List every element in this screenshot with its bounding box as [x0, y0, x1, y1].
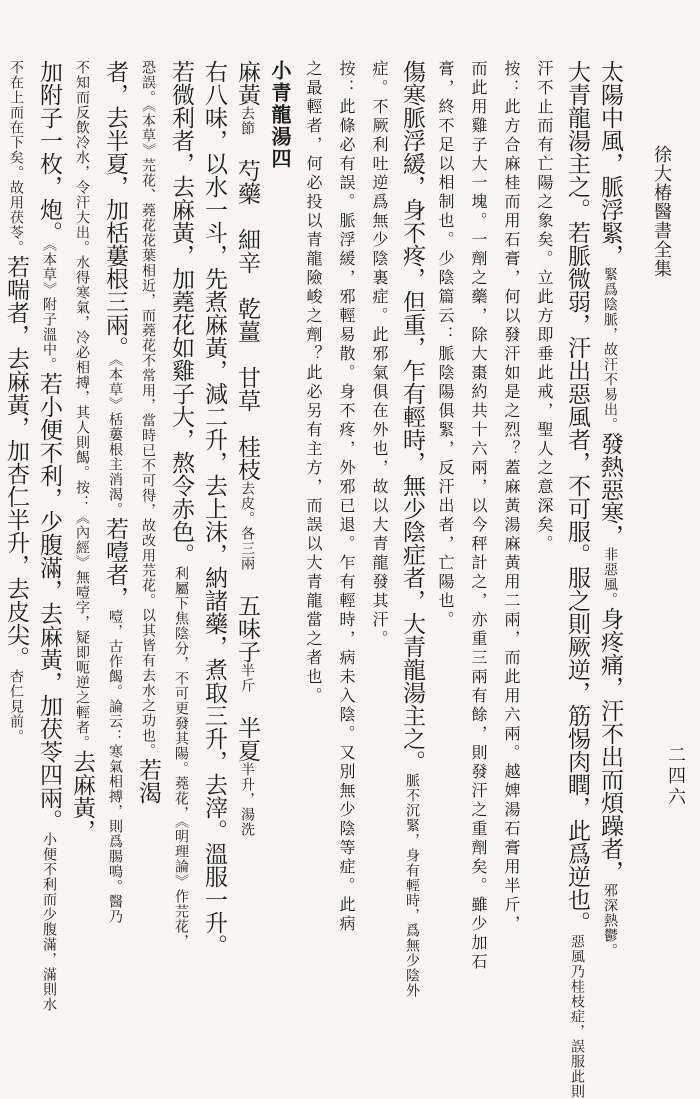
commentary-note: 半斤: [239, 663, 255, 693]
commentary-note: 緊爲陰脈，故汗不易出。: [602, 267, 618, 432]
page-number: 二四六: [665, 745, 686, 808]
commentary-note: 噎，古作餲。論云：寒氣相搏，則爲腸鳴。醫乃: [107, 609, 123, 924]
main-text: 右八味，以水一斗，先煮麻黃，減二升，去上沫，納諸藥，煮取三升，去滓。溫服一升。: [201, 60, 227, 957]
text-column: [35, 60, 63, 1012]
commentary-note: 小便不利而少腹滿，滿則水: [41, 832, 57, 1012]
text-column: [596, 60, 624, 980]
text-column: [68, 60, 96, 980]
commentary-note: 不在上而在下矣。故用茯苓。: [8, 60, 24, 255]
commentary-note: 非惡風。: [602, 547, 618, 607]
text-column: [134, 60, 162, 980]
text-column: [530, 60, 558, 980]
main-text: 發熱惡寒，: [597, 432, 623, 547]
commentary-note: 恐誤。《本草》芫花、蕘花花葉相近，而蕘花不常用，當時已不可得，故改用芫花。以其皆有去水之功也。: [140, 60, 156, 758]
main-text: 太陽中風，脈浮緊，: [597, 60, 623, 267]
main-text: 若渴: [135, 758, 161, 804]
main-text: 若喘者，去麻黃，加杏仁半升，去皮尖。: [3, 255, 29, 669]
commentary-note: 《本草》附子溫中。: [41, 244, 57, 372]
main-text: 身疼痛，汗不出而煩躁者，: [597, 607, 623, 883]
main-text: 者，去半夏，加栝蔞根三兩。: [102, 60, 128, 359]
commentary-note: 而此用雞子大一塊。一劑之藥，除大棗約共十六兩，以今秤計之，亦重三兩有餘，則發汗之重劑矣。雖少加石: [469, 60, 488, 972]
book-title: 徐大椿醫書全集: [651, 145, 672, 278]
text-column: [2, 60, 30, 980]
commentary-note: 《本草》栝蔞根主消渴。: [107, 359, 123, 517]
commentary-note: 杏仁見前。: [8, 669, 24, 744]
main-text: 去麻黃，: [69, 750, 95, 842]
main-text: 大青龍湯主之。若脈微弱，汗出惡風者，不可服。服之則厥逆，筋惕肉瞤，此爲逆也。: [564, 60, 590, 934]
commentary-note: 之最輕者，何必投以青龍險峻之劑？此必另有主方，而誤以大青龍當之者也。: [304, 60, 323, 706]
text-column: [431, 60, 459, 980]
text-column: [167, 60, 195, 980]
commentary-note: 汗不止而有亡陽之象矣。立此方即垂此戒，聖人之意深矣。: [535, 60, 554, 554]
main-text: 芍藥 細辛 乾薑 甘草 桂枝: [234, 136, 260, 481]
text-column: [332, 60, 360, 980]
main-text: 五味子: [234, 571, 260, 663]
main-text: 若微利者，去麻黃，加蕘花如雞子大，熬令赤色。: [168, 60, 194, 566]
text-column: [200, 60, 228, 980]
text-column: [101, 60, 129, 980]
text-column: [398, 60, 426, 998]
commentary-note: 膏，終不足以相制也。少陰篇云：脈陰陽俱緊，反汗出者，亡陽也。: [436, 60, 455, 630]
text-column: [464, 60, 492, 980]
commentary-note: 按：此條必有誤。脈浮緩，邪輕易散。身不疼，外邪已退。乍有輕時，病未入陰。又別無少陰等症。此病: [337, 60, 356, 934]
text-column: [497, 60, 525, 980]
text-column: [299, 60, 327, 980]
main-text: 若噎者，: [102, 517, 128, 609]
commentary-note: 利屬下焦陰分，不可更發其陽。蕘花，《明理論》作芫花，: [173, 566, 189, 949]
heading-text: 小青龍湯四: [268, 60, 292, 170]
text-column: [563, 60, 591, 1099]
commentary-note: 不知而反飲冷水，令汗大出。水得寒氣，冷必相搏，其人則餲。按：《內經》無噎字，疑即呃逆之輕者。: [74, 60, 90, 750]
commentary-note: 脈不沉緊，身有輕時，爲無少陰外: [404, 773, 420, 998]
commentary-note: 按：此方合麻桂而用石膏，何以發汗如是之烈？蓋麻黃湯麻黃用二兩，而此用六兩。越婢湯石膏用半斤，: [502, 60, 521, 934]
main-text: 若小便不利，少腹滿，去麻黃，加茯苓四兩。: [36, 372, 62, 832]
main-text: 麻黃: [234, 60, 260, 106]
commentary-note: 症。不厥利吐逆爲無少陰裏症。此邪氣俱在外也，故以大青龍發其汗。: [370, 60, 389, 649]
commentary-note: 邪深熱鬱。: [602, 883, 618, 958]
section-heading: [266, 60, 294, 980]
commentary-note: 惡風乃桂枝症，誤服此則: [569, 934, 585, 1099]
main-text: 傷寒脈浮緩，身不疼，但重，乍有輕時，無少陰症者，大青龍湯主之。: [399, 60, 425, 773]
text-column: [365, 60, 393, 980]
main-text: 加附子一枚，炮。: [36, 60, 62, 244]
text-column: [233, 60, 261, 980]
commentary-note: 去節: [239, 106, 255, 136]
commentary-note: 半升，湯洗: [239, 762, 255, 837]
main-text: 半夏: [234, 693, 260, 762]
commentary-note: 去皮。各三兩: [239, 481, 255, 571]
